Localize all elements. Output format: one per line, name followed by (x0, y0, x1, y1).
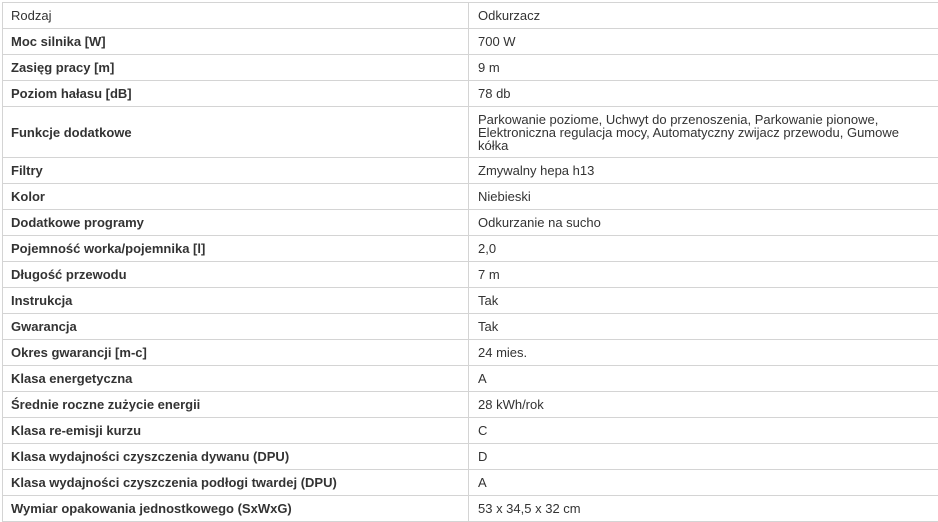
spec-label: Rodzaj (3, 3, 469, 29)
spec-value: 700 W (469, 29, 938, 55)
spec-row-filters (3, 158, 938, 184)
spec-label: Okres gwarancji [m-c] (3, 340, 469, 366)
spec-row-bag-capacity (3, 236, 938, 262)
spec-label: Długość przewodu (3, 262, 469, 288)
spec-label: Instrukcja (3, 288, 469, 314)
spec-value: Parkowanie poziome, Uchwyt do przenoszenia, Parkowanie pionowe, Elektroniczna regulacja mocy, Automatyczny zwijacz przewodu, Gumowe kółka (469, 107, 938, 158)
spec-row-hard-floor-cleaning (3, 470, 938, 496)
spec-label: Wymiar opakowania jednostkowego (SxWxG) (3, 496, 469, 522)
spec-label: Klasa wydajności czyszczenia dywanu (DPU) (3, 444, 469, 470)
spec-label: Pojemność worka/pojemnika [l] (3, 236, 469, 262)
spec-label: Zasięg pracy [m] (3, 55, 469, 81)
spec-value: C (469, 418, 938, 444)
spec-row-manual (3, 288, 938, 314)
spec-value: A (469, 366, 938, 392)
spec-row-color (3, 184, 938, 210)
spec-label: Filtry (3, 158, 469, 184)
spec-row-carpet-cleaning (3, 444, 938, 470)
spec-label: Gwarancja (3, 314, 469, 340)
spec-row-energy-class (3, 366, 938, 392)
spec-label: Klasa wydajności czyszczenia podłogi twardej (DPU) (3, 470, 469, 496)
spec-value: 24 mies. (469, 340, 938, 366)
spec-label: Funkcje dodatkowe (3, 107, 469, 158)
spec-row-warranty (3, 314, 938, 340)
spec-value: 2,0 (469, 236, 938, 262)
spec-label: Klasa re-emisji kurzu (3, 418, 469, 444)
spec-value: Odkurzanie na sucho (469, 210, 938, 236)
spec-row-package-dimensions (3, 496, 938, 522)
spec-label: Klasa energetyczna (3, 366, 469, 392)
spec-label: Średnie roczne zużycie energii (3, 392, 469, 418)
spec-row-additional-functions (3, 107, 938, 158)
spec-row-dust-reemission (3, 418, 938, 444)
spec-value: Odkurzacz (469, 3, 938, 29)
spec-row-type (3, 3, 938, 29)
spec-value: 28 kWh/rok (469, 392, 938, 418)
spec-row-annual-energy (3, 392, 938, 418)
spec-value: 9 m (469, 55, 938, 81)
spec-label: Poziom hałasu [dB] (3, 81, 469, 107)
spec-value: 53 x 34,5 x 32 cm (469, 496, 938, 522)
spec-row-warranty-period (3, 340, 938, 366)
specification-table (2, 2, 938, 522)
spec-value: 7 m (469, 262, 938, 288)
spec-value: Niebieski (469, 184, 938, 210)
spec-row-motor-power (3, 29, 938, 55)
spec-row-noise-level (3, 81, 938, 107)
spec-row-cord-length (3, 262, 938, 288)
spec-value: A (469, 470, 938, 496)
spec-label: Dodatkowe programy (3, 210, 469, 236)
spec-row-additional-programs (3, 210, 938, 236)
spec-value: 78 db (469, 81, 938, 107)
spec-value: Tak (469, 314, 938, 340)
spec-value: Tak (469, 288, 938, 314)
spec-row-working-range (3, 55, 938, 81)
spec-value: D (469, 444, 938, 470)
spec-label: Kolor (3, 184, 469, 210)
spec-label: Moc silnika [W] (3, 29, 469, 55)
spec-value: Zmywalny hepa h13 (469, 158, 938, 184)
